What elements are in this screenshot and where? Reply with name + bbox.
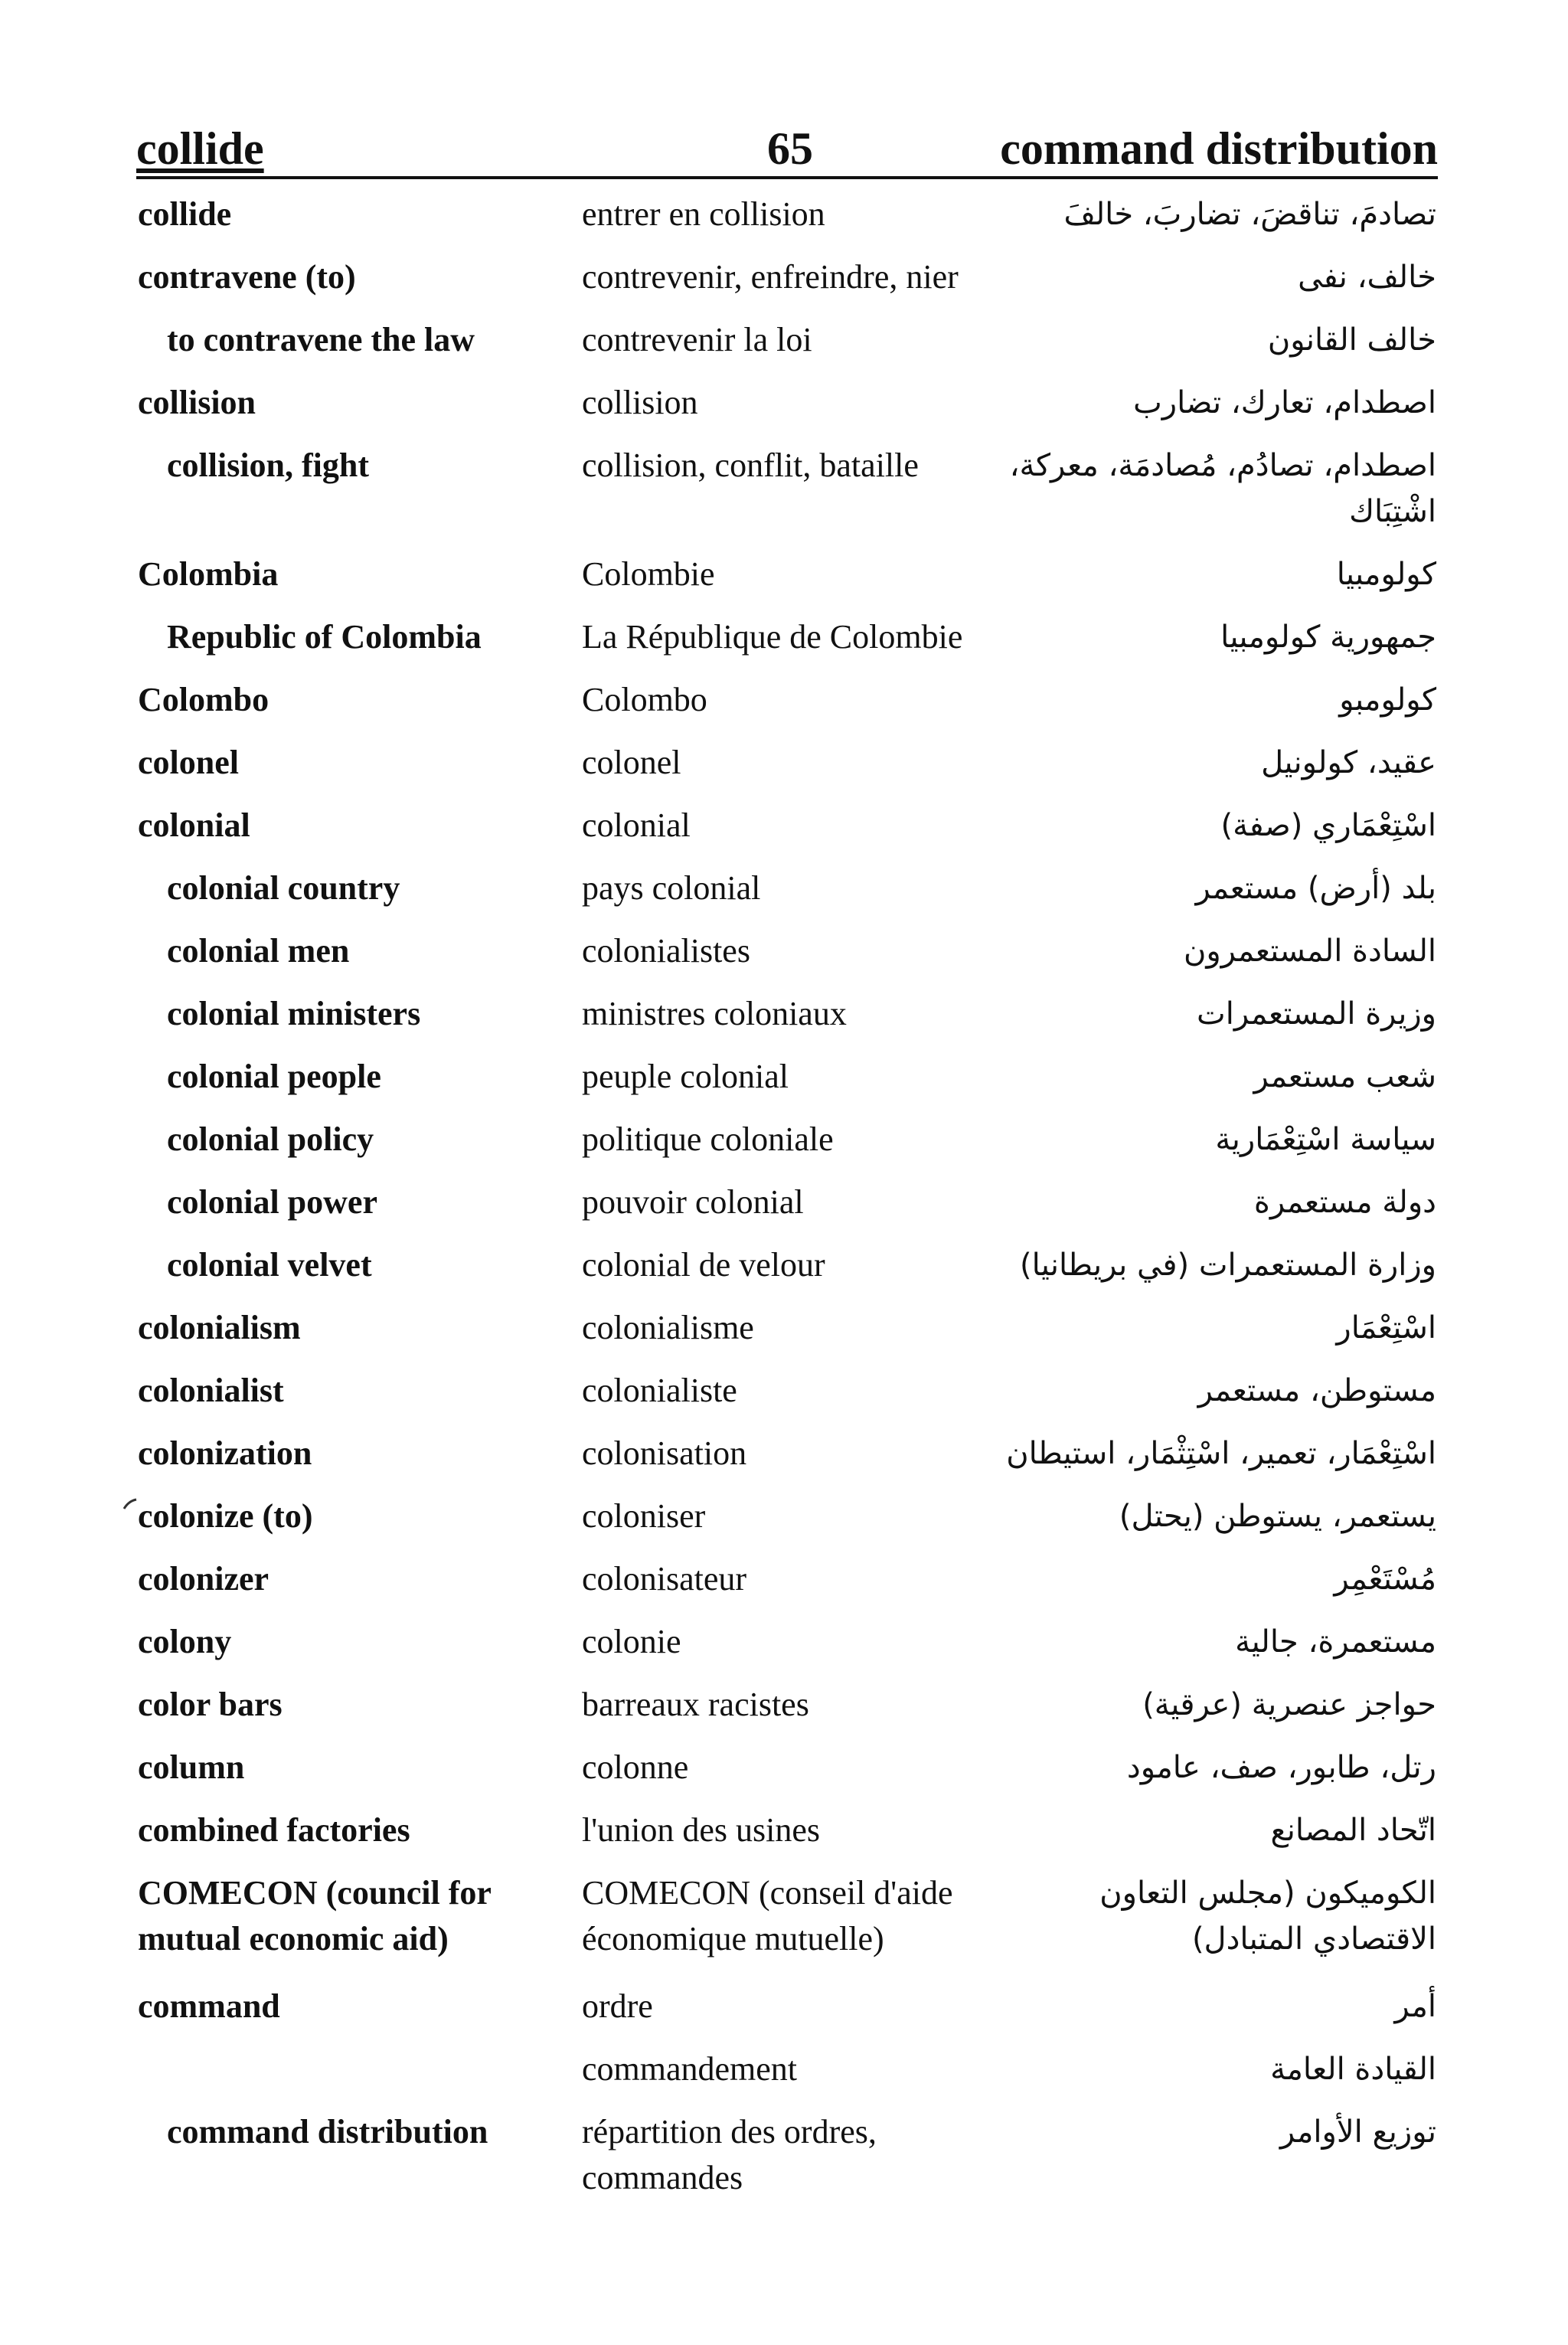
- entry-arabic: شعب مستعمر: [1253, 1059, 1436, 1094]
- dictionary-entry: [0, 1493, 1568, 1556]
- entry-english: colonialism: [138, 1309, 301, 1346]
- entry-english: contravene (to): [138, 258, 356, 296]
- entry-english: colonizer: [138, 1560, 270, 1598]
- dictionary-entry: [0, 1117, 1568, 1179]
- entry-french: colonel: [582, 744, 681, 781]
- entry-french: pouvoir colonial: [582, 1183, 804, 1221]
- entry-arabic: دولة مستعمرة: [1253, 1185, 1436, 1220]
- entry-french: pays colonial: [582, 869, 761, 907]
- entry-arabic: جمهورية كولومبيا: [1220, 620, 1436, 655]
- dictionary-entry: [0, 991, 1568, 1054]
- entry-arabic: اسْتِعْمَار: [1336, 1310, 1436, 1346]
- entry-arabic: اسْتِعْمَار، تعمير، اسْتِثْمَار، استيطان: [1006, 1436, 1436, 1471]
- entry-english: to contravene the law: [167, 321, 475, 358]
- entry-french: l'union des usines: [582, 1811, 821, 1849]
- entry-french: coloniser: [582, 1497, 706, 1535]
- entry-arabic: تصادمَ، تناقضَ، تضاربَ، خالفَ: [1063, 197, 1436, 232]
- entry-french: colonne: [582, 1748, 689, 1786]
- entry-english: colonization: [138, 1434, 312, 1472]
- entry-english: colonel: [138, 744, 239, 781]
- entry-french: colonialistes: [582, 932, 750, 970]
- dictionary-entry: [0, 1682, 1568, 1745]
- dictionary-entry: [0, 1368, 1568, 1431]
- entry-english: collision: [138, 384, 256, 421]
- entry-arabic: اصطدام، تصادُم، مُصادمَة، معركة، اشْتِبَاك: [1009, 448, 1436, 529]
- entry-arabic: عقيد، كولونيل: [1261, 745, 1436, 780]
- entry-french: répartition des ordres, commandes: [582, 2113, 877, 2196]
- dictionary-entry: [0, 1556, 1568, 1619]
- entry-english: command distribution: [167, 2113, 488, 2150]
- entry-french: colonial: [582, 806, 691, 844]
- entry-arabic: مُسْتَعْمِر: [1334, 1562, 1436, 1597]
- entry-french: politique coloniale: [582, 1120, 834, 1158]
- entry-english: color bars: [138, 1686, 283, 1723]
- entry-french: collision, conflit, bataille: [582, 446, 919, 484]
- entry-english: colonial men: [167, 932, 350, 970]
- entry-english: colonize (to): [138, 1497, 313, 1535]
- entry-arabic: توزيع الأوامر: [1279, 2114, 1436, 2150]
- entry-english: Republic of Colombia: [167, 618, 482, 656]
- header-rule: [136, 176, 1438, 179]
- entry-french: Colombo: [582, 681, 707, 718]
- dictionary-entry: [0, 551, 1568, 614]
- entry-english: colony: [138, 1623, 232, 1660]
- entry-arabic: اصطدام، تعارك، تضارب: [1133, 385, 1436, 420]
- entry-french: barreaux racistes: [582, 1686, 809, 1723]
- entry-french: collision: [582, 384, 698, 421]
- entry-arabic: مستعمرة، جالية: [1235, 1624, 1436, 1660]
- entry-french: colonisateur: [582, 1560, 747, 1598]
- entry-english: colonial people: [167, 1058, 381, 1095]
- dictionary-entry: [0, 1984, 1568, 2046]
- entry-french: colonial de velour: [582, 1246, 825, 1284]
- dictionary-entry: [0, 191, 1568, 254]
- entry-arabic: مستوطن، مستعمر: [1197, 1373, 1436, 1408]
- dictionary-entry: [0, 677, 1568, 740]
- entry-arabic: القيادة العامة: [1270, 2052, 1436, 2087]
- dictionary-entry: [0, 1054, 1568, 1117]
- dictionary-entry: [0, 317, 1568, 380]
- entry-french: contrevenir la loi: [582, 321, 812, 358]
- entry-english: colonial policy: [167, 1120, 374, 1158]
- entry-french: Colombie: [582, 555, 715, 593]
- entry-english: collision, fight: [167, 446, 370, 484]
- entry-arabic: خالف القانون: [1267, 322, 1436, 358]
- dictionary-entry: [0, 380, 1568, 443]
- entry-arabic: يستعمر، يستوطن (يحتل): [1119, 1499, 1436, 1534]
- entry-english: colonial velvet: [167, 1246, 372, 1284]
- header-last-entry: command distribution: [1000, 123, 1438, 174]
- page-number: 65: [767, 123, 813, 174]
- dictionary-entry: [0, 254, 1568, 317]
- entry-arabic: بلد (أرض) مستعمر: [1195, 871, 1436, 906]
- dictionary-entry: [0, 928, 1568, 991]
- entry-english: collide: [138, 195, 232, 233]
- entry-arabic: رتل، طابور، صف، عامود: [1126, 1750, 1436, 1785]
- entry-english: command: [138, 1987, 280, 2025]
- entry-arabic: السادة المستعمرون: [1183, 934, 1436, 969]
- entry-arabic: اسْتِعْمَاري (صفة): [1220, 808, 1436, 843]
- entry-english: Colombia: [138, 555, 279, 593]
- entry-arabic: كولومبيا: [1336, 557, 1436, 592]
- entry-arabic: وزيرة المستعمرات: [1197, 996, 1436, 1032]
- stray-mark-icon: [121, 1495, 139, 1513]
- dictionary-entry: [0, 1807, 1568, 1870]
- page-header: [136, 121, 1438, 182]
- dictionary-entry: [0, 803, 1568, 865]
- dictionary-entry: [0, 2109, 1568, 2218]
- entry-arabic: أمر: [1394, 1989, 1436, 2024]
- entry-arabic: سياسة اسْتِعْمَارية: [1215, 1122, 1436, 1157]
- dictionary-entry: [0, 443, 1568, 551]
- entry-french: peuple colonial: [582, 1058, 789, 1095]
- dictionary-entry: [0, 1431, 1568, 1493]
- entry-french: entrer en collision: [582, 195, 825, 233]
- entry-french: COMECON (conseil d'aide économique mutuelle): [582, 1874, 953, 1957]
- entry-english: colonial: [138, 806, 250, 844]
- entry-arabic: وزارة المستعمرات (في بريطانيا): [1019, 1248, 1436, 1283]
- entry-arabic: حواجز عنصرية (عرقية): [1142, 1687, 1436, 1722]
- entry-english: colonial power: [167, 1183, 377, 1221]
- entry-english: colonialist: [138, 1372, 284, 1409]
- entry-english: colonial country: [167, 869, 400, 907]
- entry-arabic: كولومبو: [1339, 682, 1436, 718]
- dictionary-entry: [0, 1242, 1568, 1305]
- entry-arabic: اتّحاد المصانع: [1270, 1813, 1436, 1848]
- dictionary-entry: [0, 1305, 1568, 1368]
- entry-arabic: خالف، نفى: [1298, 260, 1436, 295]
- dictionary-entry: [0, 740, 1568, 803]
- dictionary-entry: [0, 614, 1568, 677]
- dictionary-entry: [0, 1870, 1568, 1984]
- entry-list: [0, 191, 1568, 2218]
- dictionary-entry: [0, 1179, 1568, 1242]
- entry-english: Colombo: [138, 681, 270, 718]
- entry-french: ordre: [582, 1987, 653, 2025]
- entry-french: colonialisme: [582, 1309, 754, 1346]
- dictionary-entry: [0, 2046, 1568, 2109]
- header-first-entry: collide: [136, 123, 264, 174]
- entry-french: La République de Colombie: [582, 618, 963, 656]
- entry-french: ministres coloniaux: [582, 995, 847, 1032]
- entry-french: contrevenir, enfreindre, nier: [582, 258, 959, 296]
- entry-arabic: الكوميكون (مجلس التعاون الاقتصادي المتبادل): [1099, 1876, 1436, 1957]
- entry-french: commandement: [582, 2050, 798, 2088]
- entry-english: colonial ministers: [167, 995, 421, 1032]
- entry-french: colonisation: [582, 1434, 747, 1472]
- dictionary-entry: [0, 865, 1568, 928]
- entry-english: column: [138, 1748, 245, 1786]
- dictionary-entry: [0, 1745, 1568, 1807]
- entry-french: colonie: [582, 1623, 681, 1660]
- entry-english: combined factories: [138, 1811, 410, 1849]
- entry-english: COMECON (council for mutual economic aid): [138, 1874, 492, 1957]
- entry-french: colonialiste: [582, 1372, 737, 1409]
- dictionary-entry: [0, 1619, 1568, 1682]
